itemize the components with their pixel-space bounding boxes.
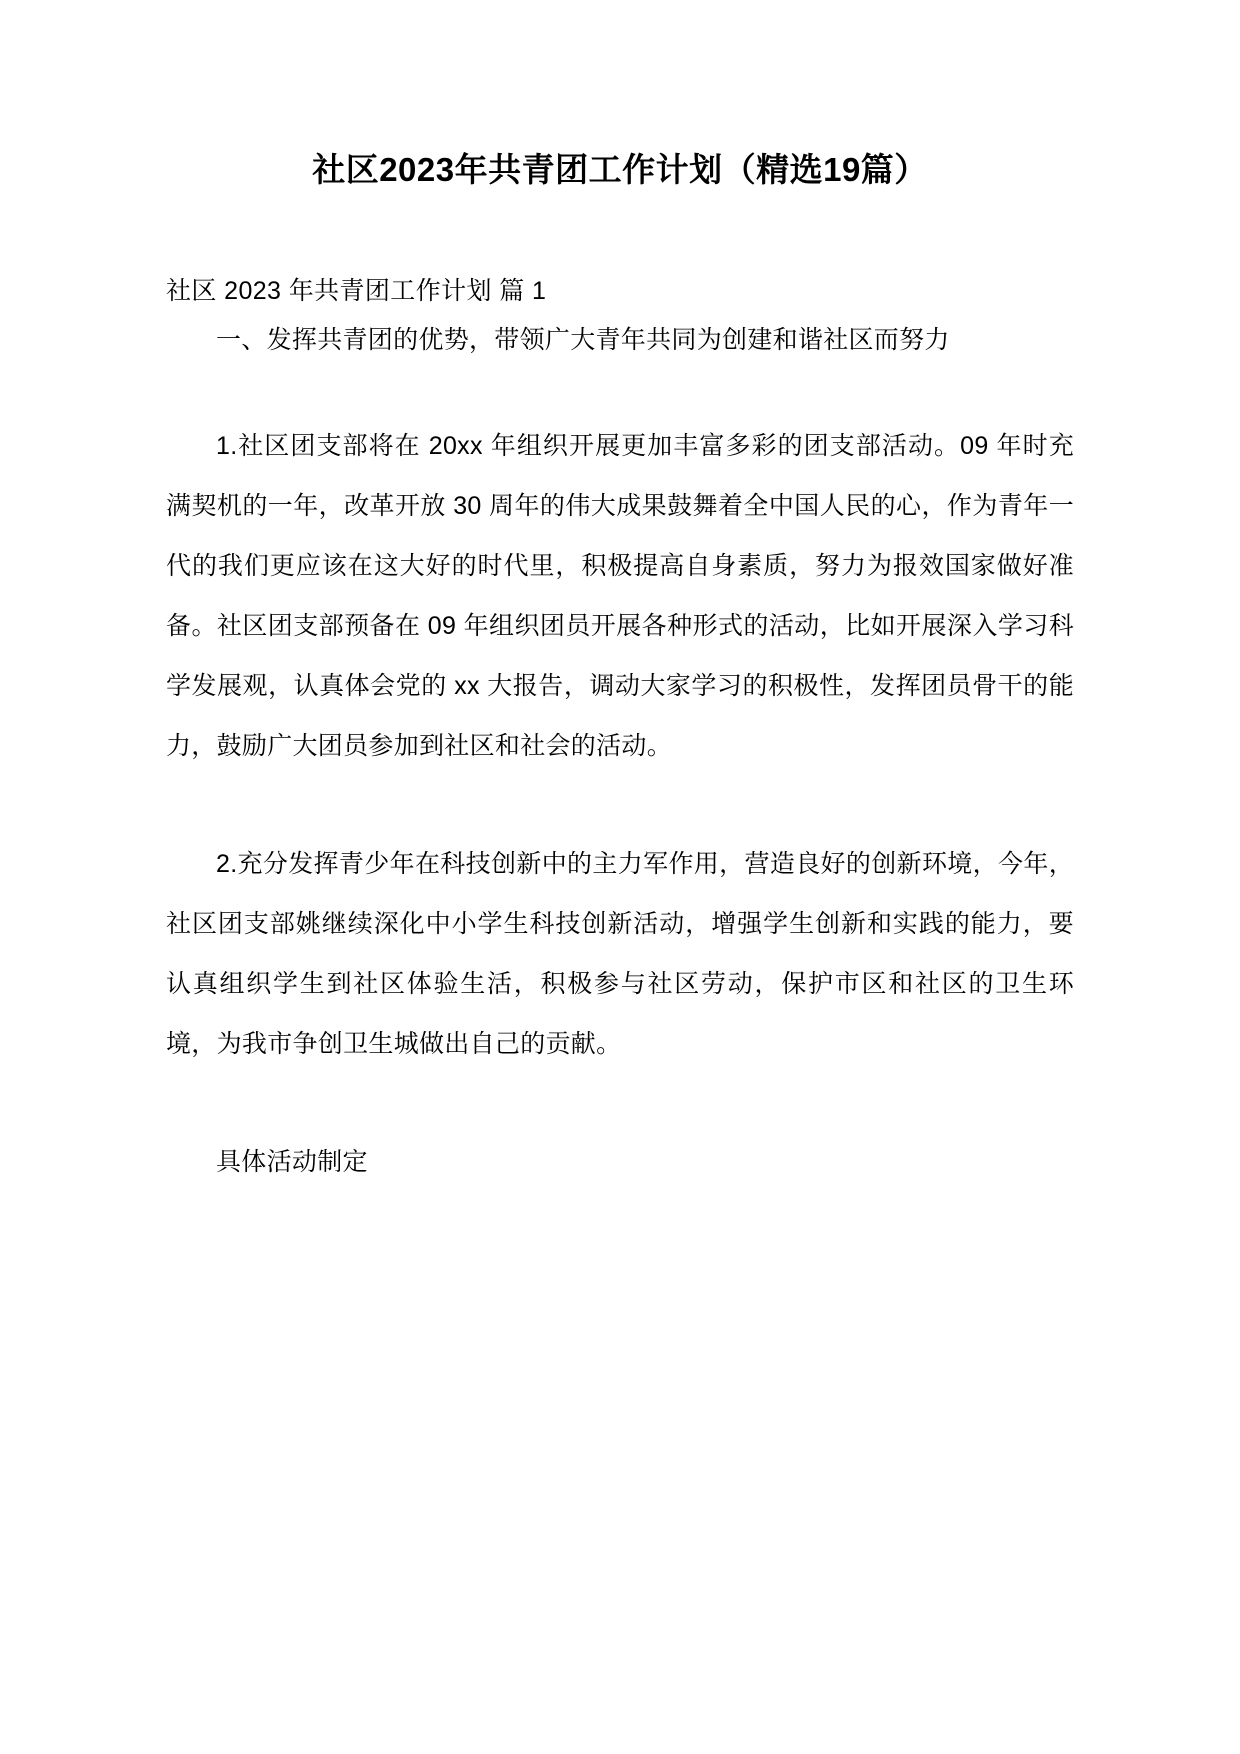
body-paragraph-1: 1.社区团支部将在 20xx 年组织开展更加丰富多彩的团支部活动。09 年时充满契机的一年，改革开放 30 周年的伟大成果鼓舞着全中国人民的心，作为青年一代的我们更应该在这大好的时代里，积极提高自身素质，努力为报效国家做好准备。社区团支部预备在 09 年组织团员开展各种形式的活动，比如开展深入学习科学发展观，认真体会党的 xx 大报告，调动大家学习的积极性，发挥团员骨干的能力，鼓励广大团员参加到社区和社会的活动。	[166, 432, 1074, 761]
page-title: 社区2023年共青团工作计划（精选19篇）	[312, 151, 928, 188]
document-subtitle: 社区 2023 年共青团工作计划 篇 1	[166, 276, 547, 305]
spacer	[166, 776, 1074, 834]
body-paragraph-2: 2.充分发挥青少年在科技创新中的主力军作用，营造良好的创新环境，今年，社区团支部姚继续深化中小学生科技创新活动，增强学生创新和实践的能力，要认真组织学生到社区体验生活，积极参与社区劳动，保护市区和社区的卫生环境，为我市争创卫生城做出自己的贡献。	[166, 850, 1074, 1059]
spacer	[166, 370, 1074, 416]
spacer	[166, 1074, 1074, 1132]
spacer	[166, 193, 1074, 211]
document-content	[166, 0, 1074, 1192]
section-heading: 一、发挥共青团的优势，带领广大青年共同为创建和谐社区而努力	[216, 326, 950, 355]
body-paragraph-3: 具体活动制定	[216, 1148, 368, 1177]
